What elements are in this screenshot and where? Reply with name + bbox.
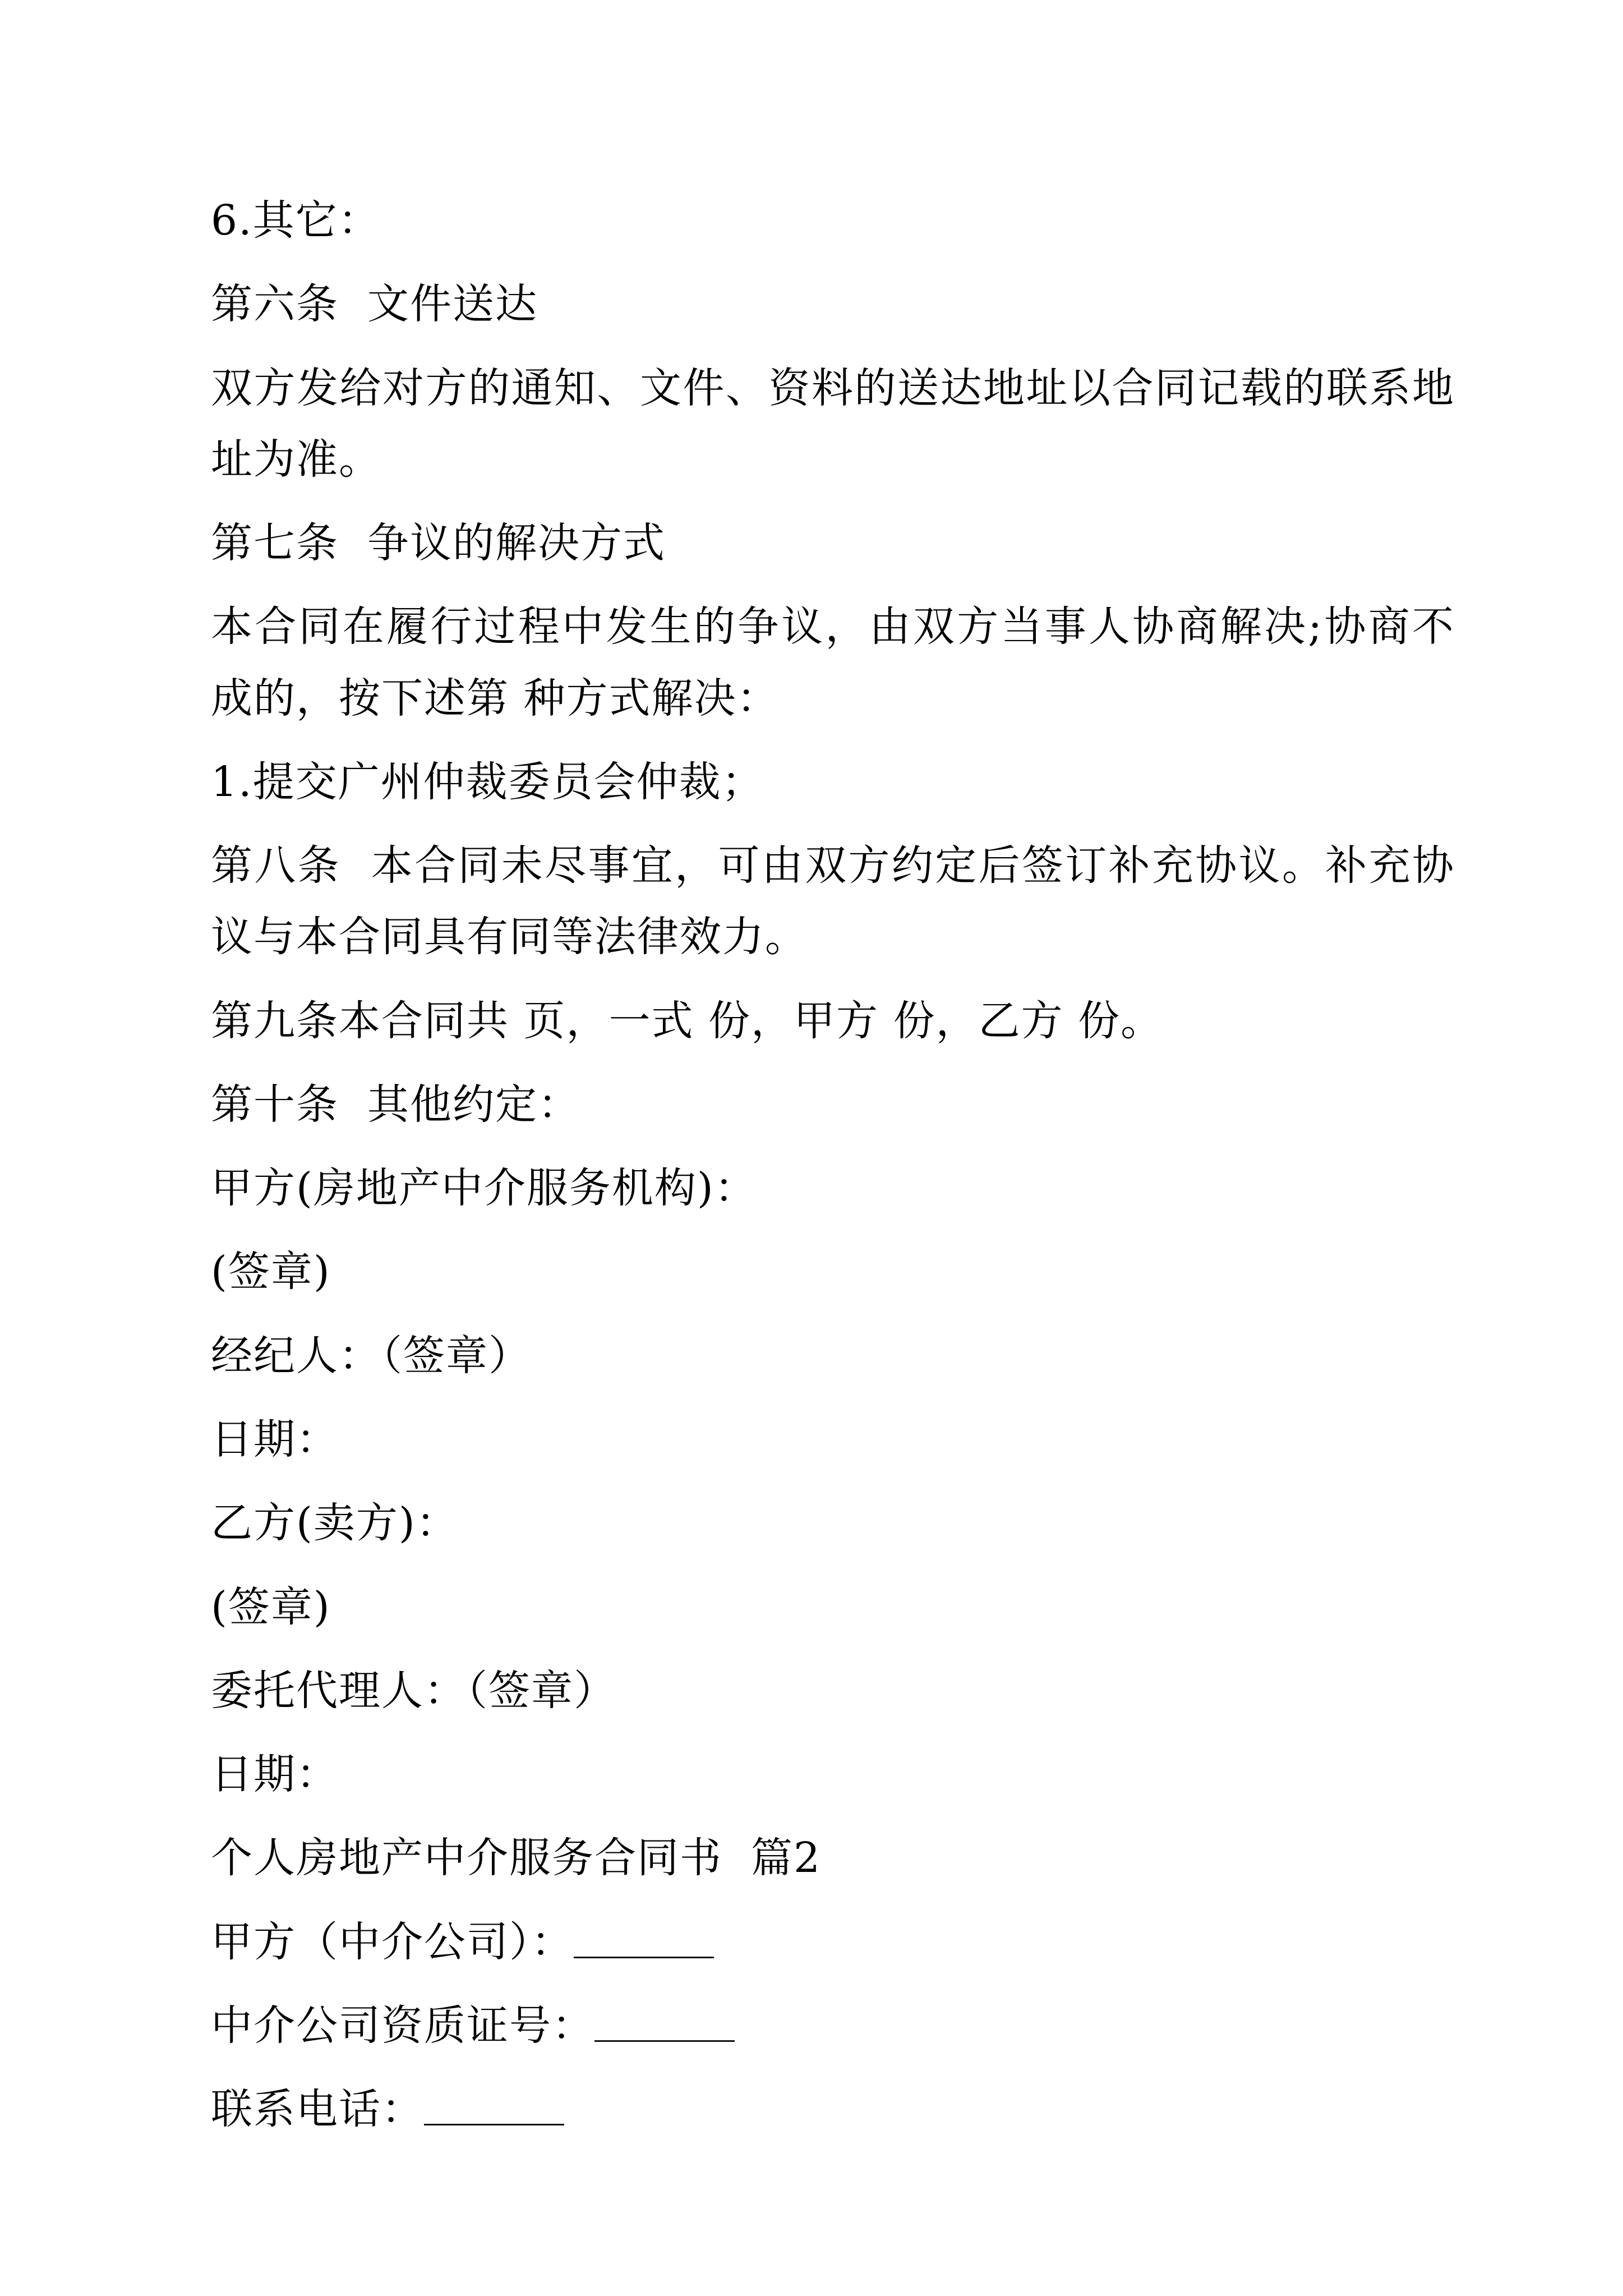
paragraph-article-nine: 第九条本合同共 页，一式 份，甲方 份，乙方 份。 (211, 996, 1164, 1045)
paragraph-party-b-date: 日期： (211, 1750, 339, 1799)
field-party-a-agency-label: 甲方（中介公司）： (211, 1917, 574, 1966)
field-agency-license-no-label: 中介公司资质证号： (211, 2001, 594, 2050)
paragraph-party-b-signature: 乙方(卖方)： (211, 1499, 459, 1548)
field-party-a-agency (168, 1907, 1455, 1978)
paragraph-item-other: 6.其它： (211, 196, 381, 245)
paragraph-party-a-signature: 甲方(房地产中介服务机构)： (211, 1164, 757, 1213)
paragraph-party-a-seal: (签章) (211, 1248, 331, 1296)
field-agency-license-no (168, 1990, 1455, 2062)
field-contact-phone-label: 联系电话： (211, 2085, 424, 2134)
field-agency-license-no-blank[interactable] (594, 1999, 735, 2042)
paragraph-article-six-body: 双方发给对方的通知、文件、资料的送达地址以合同记载的联系地址为准。 (211, 364, 1455, 484)
paragraph-article-eight: 第八条 本合同未尽事宜，可由双方约定后签订补充协议。补充协议与本合同具有同等法律效力。 (211, 841, 1455, 961)
paragraph-article-ten-title: 第十条 其他约定： (211, 1080, 581, 1129)
document-body (168, 185, 1455, 2145)
paragraph-article-seven-title: 第七条 争议的解决方式 (211, 519, 666, 568)
paragraph-article-six-title: 第六条 文件送达 (211, 280, 538, 329)
paragraph-agent-seal: 委托代理人：（签章） (211, 1666, 616, 1715)
paragraph-broker-seal: 经纪人：（签章） (211, 1331, 531, 1380)
paragraph-party-a-date: 日期： (211, 1415, 339, 1464)
paragraph-article-seven-body: 本合同在履行过程中发生的争议，由双方当事人协商解决;协商不成的，按下述第 种方式解决： (211, 602, 1455, 723)
paragraph-party-b-seal: (签章) (211, 1582, 331, 1631)
paragraph-arbitration-option: 1.提交广州仲裁委员会仲裁； (211, 757, 764, 806)
heading-contract-sample-2: 个人房地产中介服务合同书 篇2 (211, 1834, 822, 1883)
field-contact-phone-blank[interactable] (424, 2082, 564, 2125)
field-party-a-agency-blank[interactable] (574, 1915, 714, 1958)
field-contact-phone (168, 2074, 1455, 2145)
